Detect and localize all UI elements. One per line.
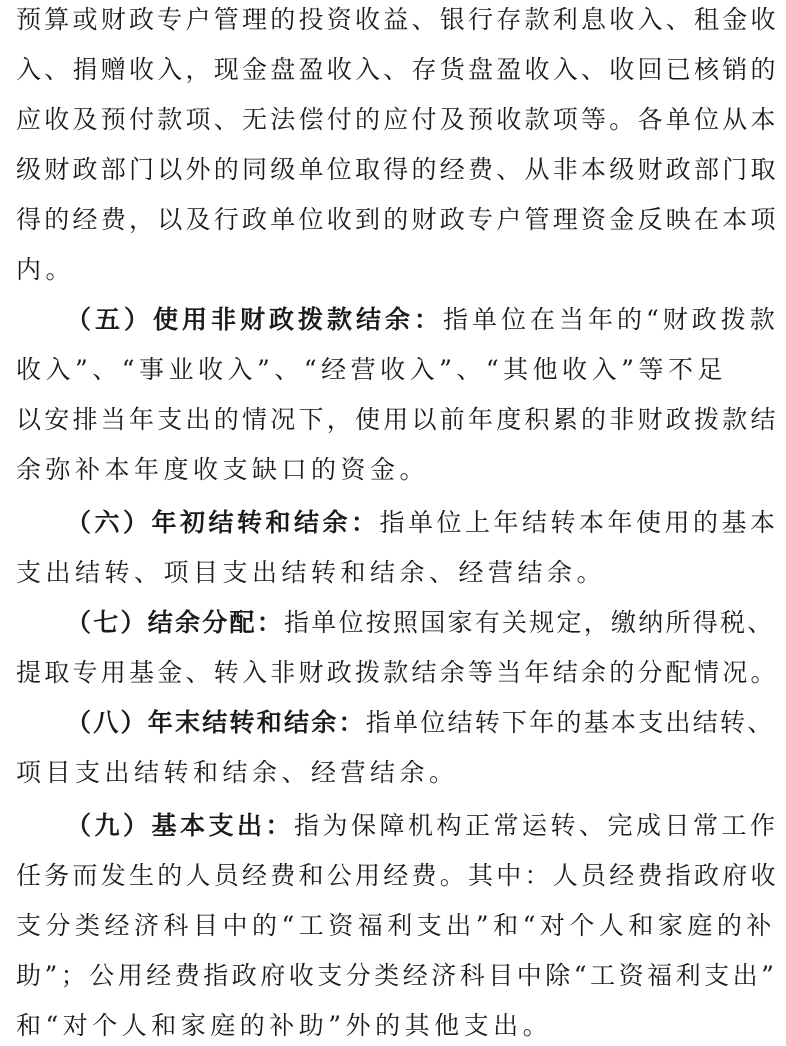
text-line: 任务而发生的人员经费和公用经费。其中：人员经费指政府收 bbox=[16, 861, 779, 890]
paragraph-first-line bbox=[66, 703, 775, 743]
paragraph-first-line bbox=[66, 503, 779, 543]
text-line: 项目支出结转和结余、经营结余。 bbox=[16, 758, 459, 787]
text-line: 入、捐赠收入，现金盘盈收入、存货盘盈收入、收回已核销的 bbox=[16, 55, 779, 84]
text-line: 级财政部门以外的同级单位取得的经费、从非本级财政部门取 bbox=[16, 155, 779, 184]
paragraph-first-line bbox=[66, 603, 775, 643]
text-line: 收入”、“事业收入”、“经营收入”、“其他收入”等不足 bbox=[16, 355, 727, 384]
text-run: 指单位上年结转本年使用的基本 bbox=[379, 508, 779, 537]
text-line: 预算或财政专户管理的投资收益、银行存款利息收入、租金收 bbox=[16, 5, 779, 34]
paragraph-first-line bbox=[66, 300, 779, 340]
text-line: 支出结转、项目支出结转和结余、经营结余。 bbox=[16, 558, 607, 587]
section-heading: （八）年末结转和结余： bbox=[66, 708, 366, 737]
text-line: 助”；公用经费指政府收支分类经济科目中除“工资福利支出” bbox=[16, 961, 778, 990]
paragraph-first-line bbox=[66, 806, 779, 846]
text-line: 以安排当年支出的情况下，使用以前年度积累的非财政拨款结 bbox=[16, 405, 779, 434]
text-line: 支分类经济科目中的“工资福利支出”和“对个人和家庭的补 bbox=[16, 911, 776, 940]
text-line: 应收及预付款项、无法偿付的应付及预收款项等。各单位从本 bbox=[16, 105, 779, 134]
section-heading: （五）使用非财政拨款结余： bbox=[66, 305, 444, 334]
text-line: 得的经费，以及行政单位收到的财政专户管理资金反映在本项 bbox=[16, 205, 779, 234]
section-heading: （六）年初结转和结余： bbox=[66, 508, 380, 537]
section-heading: （九）基本支出： bbox=[66, 811, 295, 840]
text-line: 余弥补本年度收支缺口的资金。 bbox=[16, 455, 430, 484]
text-run: 指单位结转下年的基本支出结转、 bbox=[365, 708, 775, 737]
text-line: 内。 bbox=[16, 255, 76, 284]
section-heading: （七）结余分配： bbox=[66, 608, 285, 637]
text-run: 指单位按照国家有关规定，缴纳所得税、 bbox=[284, 608, 775, 637]
text-line: 提取专用基金、转入非财政拨款结余等当年结余的分配情况。 bbox=[16, 658, 779, 687]
text-run: 指为保障机构正常运转、完成日常工作 bbox=[294, 811, 779, 840]
text-run: 指单位在当年的“财政拨款 bbox=[443, 305, 779, 334]
text-line: 和“对个人和家庭的补助”外的其他支出。 bbox=[16, 1011, 553, 1040]
